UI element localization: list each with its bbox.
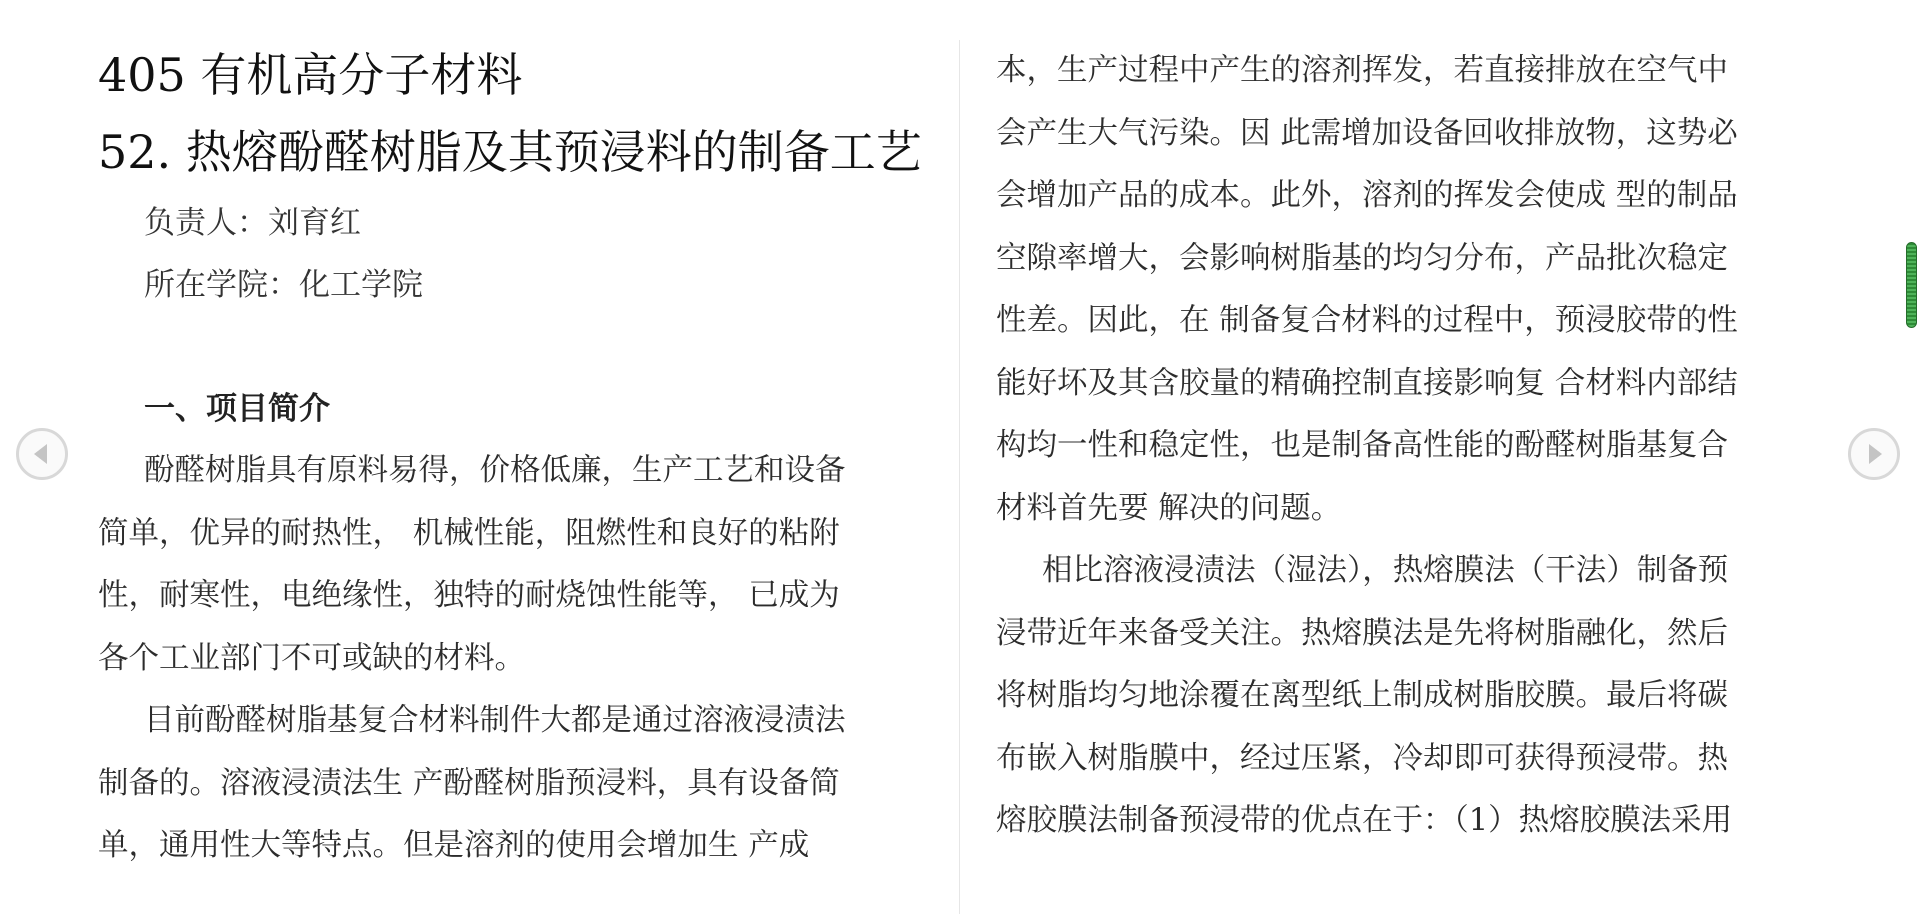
body-line: 各个工业部门不可或缺的材料。 xyxy=(98,640,525,676)
body-line: 将树脂均匀地涂覆在离型纸上制成树脂胶膜。最后将碳 xyxy=(996,678,1728,713)
body-line: 熔胶膜法制备预浸带的优点在于：（1）热熔胶膜法采用 xyxy=(996,803,1733,838)
chevron-right-icon xyxy=(1869,444,1882,464)
page-divider xyxy=(959,40,960,914)
right-page xyxy=(996,40,1828,853)
body-line: 目前酚醛树脂基复合材料制件大都是通过溶液浸渍法 xyxy=(144,703,846,738)
spacer xyxy=(98,316,918,378)
body-line: 本，生产过程中产生的溶剂挥发，若直接排放在空气中 xyxy=(996,53,1728,88)
body-line: 单，通用性大等特点。但是溶剂的使用会增加生 产成 xyxy=(98,828,810,863)
body-line: 简单，优异的耐热性， 机械性能，阻燃性和良好的粘附 xyxy=(98,515,840,551)
body-line: 布嵌入树脂膜中，经过压紧，冷却即可获得预浸带。热 xyxy=(996,740,1728,776)
left-page xyxy=(98,40,922,878)
body-line: 材料首先要 解决的问题。 xyxy=(996,490,1342,526)
body-line: 性，耐寒性，电绝缘性，独特的耐烧蚀性能等， 已成为 xyxy=(98,578,840,613)
body-line: 制备的。溶液浸渍法生 产酚醛树脂预浸料，具有设备简 xyxy=(98,765,840,801)
scrollbar-thumb[interactable] xyxy=(1906,242,1917,328)
body-line: 浸带近年来备受关注。热熔膜法是先将树脂融化，然后 xyxy=(996,615,1728,651)
section-heading: 一、项目简介 xyxy=(144,391,330,427)
body-line: 会增加产品的成本。此外，溶剂的挥发会使成 型的制品 xyxy=(996,178,1738,213)
prev-page-button[interactable] xyxy=(16,428,68,480)
project-college: 所在学院：化工学院 xyxy=(144,267,423,303)
chevron-left-icon xyxy=(34,444,47,464)
body-line: 会产生大气污染。因 此需增加设备回收排放物，这势必 xyxy=(996,115,1738,151)
project-title: 52. 热熔酚醛树脂及其预浸料的制备工艺 xyxy=(98,125,922,179)
body-line: 空隙率增大，会影响树脂基的均匀分布，产品批次稳定 xyxy=(996,240,1728,276)
body-line: 性差。因此，在 制备复合材料的过程中，预浸胶带的性 xyxy=(996,303,1738,338)
project-leader: 负责人：刘育红 xyxy=(144,205,361,241)
body-line: 能好坏及其含胶量的精确控制直接影响复 合材料内部结 xyxy=(996,365,1738,401)
body-line: 构均一性和稳定性，也是制备高性能的酚醛树脂基复合 xyxy=(996,428,1728,463)
chapter-heading: 405 有机高分子材料 xyxy=(98,48,523,102)
body-line: 相比溶液浸渍法（湿法），热熔膜法（干法）制备预 xyxy=(1042,553,1729,588)
next-page-button[interactable] xyxy=(1848,428,1900,480)
body-line: 酚醛树脂具有原料易得，价格低廉，生产工艺和设备 xyxy=(144,453,846,488)
